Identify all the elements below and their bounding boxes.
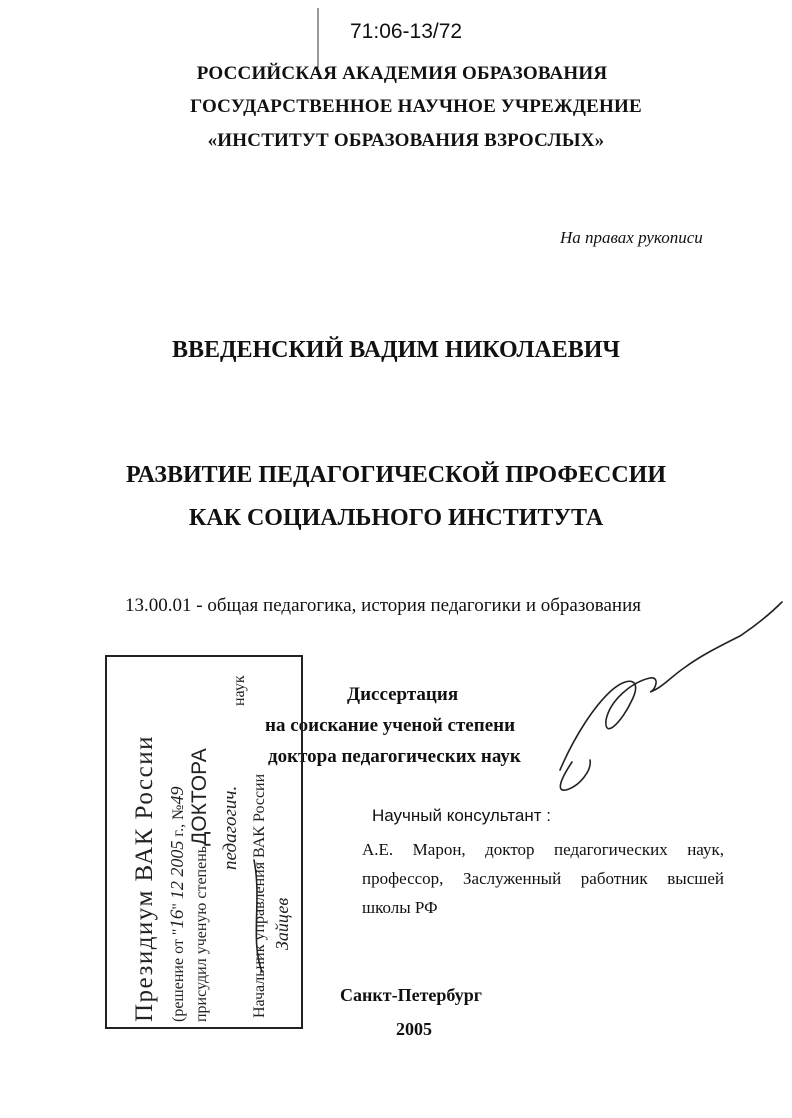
dissertation-degree-line: на соискание ученой степени xyxy=(265,715,516,736)
stamp-line-presidium: Президиум ВАК России xyxy=(131,735,158,1022)
catalog-code: 71:06-13/72 xyxy=(350,20,463,43)
stamp-day: 16 xyxy=(167,909,188,929)
institution-line-institute: «ИНСТИТУТ ОБРАЗОВАНИЯ ВЗРОСЛЫХ» xyxy=(207,130,605,151)
manuscript-note: На правах рукописи xyxy=(560,228,703,247)
stamp-decision-prefix: (решение от " xyxy=(170,928,187,1022)
institution-line-academy: РОССИЙСКАЯ АКАДЕМИЯ ОБРАЗОВАНИЯ xyxy=(196,63,608,84)
stamp-awarded-prefix: присудил ученую степень xyxy=(193,845,210,1022)
city: Санкт-Петербург xyxy=(340,985,482,1005)
stamp-number: 49 xyxy=(167,786,187,805)
year: 2005 xyxy=(396,1019,432,1039)
stamp-line-head: Начальник управления ВАК России xyxy=(251,773,268,1018)
institution-line-state: ГОСУДАРСТВЕННОЕ НАУЧНОЕ УЧРЕЖДЕНИЕ xyxy=(190,96,642,117)
consultant-signature xyxy=(560,602,782,770)
stamp-decision-suffix: г., № xyxy=(170,804,187,837)
signature-loop xyxy=(560,760,590,790)
consultant-line-1: А.Е. Марон, доктор педагогических наук, xyxy=(362,840,724,859)
title-line-2: КАК СОЦИАЛЬНОГО ИНСТИТУТА xyxy=(188,505,604,531)
stamp-decision-mid: " xyxy=(170,903,187,910)
stamp-field-handwritten: педагогич. xyxy=(220,785,241,870)
consultant-line-3: школы РФ xyxy=(362,898,438,917)
title-line-1: РАЗВИТИЕ ПЕДАГОГИЧЕСКОЙ ПРОФЕССИИ xyxy=(125,462,666,488)
consultant-label: Научный консультант : xyxy=(372,806,551,825)
stamp-signature-note: Зайцев xyxy=(272,897,292,950)
author-name: ВВЕДЕНСКИЙ ВАДИМ НИКОЛАЕВИЧ xyxy=(171,337,621,363)
stamp-signature-stroke xyxy=(254,860,262,972)
dissertation-field-line: доктора педагогических наук xyxy=(268,746,521,767)
dissertation-label: Диссертация xyxy=(347,684,459,705)
consultant-line-2: профессор, Заслуженный работник высшей xyxy=(362,869,724,888)
stamp-sciences: наук xyxy=(231,675,248,706)
stamp-degree: ДОКТОРА xyxy=(188,748,211,846)
specialty-code: 13.00.01 - общая педагогика, история педагогики и образования xyxy=(125,595,641,616)
stamp-month-year: 12 2005 xyxy=(167,840,187,900)
